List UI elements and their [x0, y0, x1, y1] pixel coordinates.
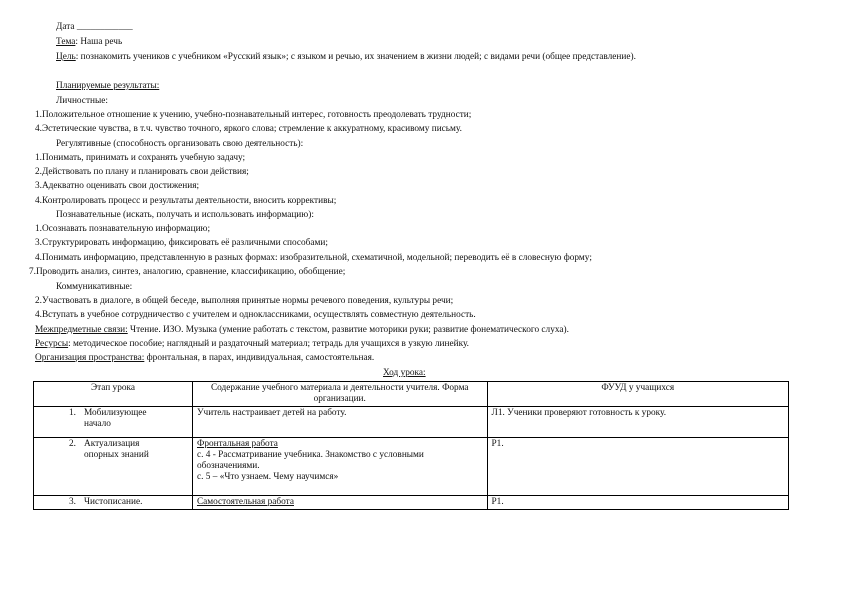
lesson-course-heading: Ход урока:: [383, 368, 426, 378]
content-line: с. 5 – «Что узнаем. Чему научимся»: [196, 472, 339, 482]
stage-cell: [34, 407, 193, 438]
regulatory-item: 4.Контролировать процесс и результаты деятельности, вносить коррективы;: [35, 196, 337, 206]
fuud-cell: Р1.: [487, 438, 788, 496]
cognitive-item: 1.Осознавать познавательную информацию;: [35, 224, 211, 234]
stage-cell: [34, 496, 193, 510]
table-row: [34, 496, 789, 510]
content-line: Учитель настраивает детей на работу.: [196, 408, 347, 418]
space-value: фронтальная, в парах, индивидуальная, самостоятельная.: [144, 353, 375, 363]
regulatory-item: 2.Действовать по плану и планировать свои действия;: [35, 167, 249, 177]
goal-paragraph: [56, 52, 784, 63]
table-row: [34, 407, 789, 438]
table-header-row: [34, 382, 789, 407]
content-line: с. 4 - Рассматривание учебника. Знакомство с условными обозначениями.: [196, 450, 424, 471]
topic-value: : Наша речь: [75, 37, 123, 47]
header-content: Содержание учебного материала и деятельности учителя. Форма организации.: [192, 382, 487, 407]
fuud-cell: Р1.: [487, 496, 788, 510]
regulatory-item: 1.Понимать, принимать и сохранять учебную задачу;: [35, 153, 246, 163]
stage-cell: [34, 438, 193, 496]
space-line: [35, 353, 374, 364]
stage-name: Чистописание.: [84, 497, 143, 507]
cognitive-heading: Познавательные (искать, получать и использовать информацию):: [56, 210, 314, 220]
cognitive-item: 4.Понимать информацию, представленную в разных формах: изобразительной, схематичной, модельной; переводить её в словесную форму;: [35, 253, 592, 263]
goal-value: : познакомить учеников с учебником «Русский язык»; с языком и речью, их значением в жизни людей; с видами речи (общее представление).: [75, 52, 636, 62]
date-line: Дата ____________: [56, 22, 133, 32]
header-stage: Этап урока: [34, 382, 193, 407]
header-fuud: ФУУД у учащихся: [487, 382, 788, 407]
personal-item: 1.Положительное отношение к учению, учебно-познавательный интерес, готовность преодолевать трудности;: [35, 110, 472, 120]
interdisciplinary-line: [35, 325, 569, 336]
personal-item: 4.Эстетические чувства, в т.ч. чувство точного, яркого слова; стремление к аккуратному, красивому письму.: [35, 124, 462, 134]
row-number: 2.: [69, 439, 76, 449]
row-number: 1.: [69, 408, 76, 418]
topic-line: [56, 37, 122, 48]
content-cell: [192, 407, 487, 438]
communicative-item: 2.Участвовать в диалоге, в общей беседе, выполняя принятые нормы речевого поведения, культуры речи;: [35, 296, 454, 306]
planned-results-heading: Планируемые результаты:: [56, 81, 160, 91]
regulatory-heading: Регулятивные (способность организовать свою деятельность):: [56, 139, 304, 149]
table-row: [34, 438, 789, 496]
regulatory-item: 3.Адекватно оценивать свои достижения;: [35, 181, 200, 191]
topic-label: Тема: [56, 37, 76, 47]
goal-label: Цель: [56, 52, 76, 62]
personal-heading: Личностные:: [56, 96, 108, 106]
resources-line: [35, 339, 469, 350]
lesson-table: [33, 381, 789, 510]
row-number: 3.: [69, 497, 76, 507]
resources-value: : методическое пособие; наглядный и раздаточный материал; тетрадь для учащихся в узкую линейку.: [68, 339, 469, 349]
interdisciplinary-label: Межпредметные связи:: [35, 325, 128, 335]
communicative-heading: Коммуникативные:: [56, 282, 133, 292]
cognitive-item: 7.Проводить анализ, синтез, аналогию, сравнение, классификацию, обобщение;: [29, 267, 346, 277]
resources-label: Ресурсы: [35, 339, 69, 349]
cognitive-item: 3.Структурировать информацию, фиксировать её различными способами;: [35, 238, 328, 248]
content-cell: [192, 496, 487, 510]
content-cell: [192, 438, 487, 496]
content-title: Фронтальная работа: [196, 439, 278, 449]
stage-name: Актуализация опорных знаний: [84, 439, 149, 460]
fuud-cell: Л1. Ученики проверяют готовность к уроку.: [487, 407, 788, 438]
stage-name: Мобилизующее начало: [84, 408, 147, 429]
space-label: Организация пространства:: [35, 353, 145, 363]
communicative-item: 4.Вступать в учебное сотрудничество с учителем и одноклассниками, осуществлять совместную деятельность.: [35, 310, 476, 320]
interdisciplinary-value: Чтение. ИЗО. Музыка (умение работать с текстом, развитие моторики руки; развитие фонематического слуха).: [127, 325, 569, 335]
content-title: Самостоятельная работа: [196, 497, 294, 507]
